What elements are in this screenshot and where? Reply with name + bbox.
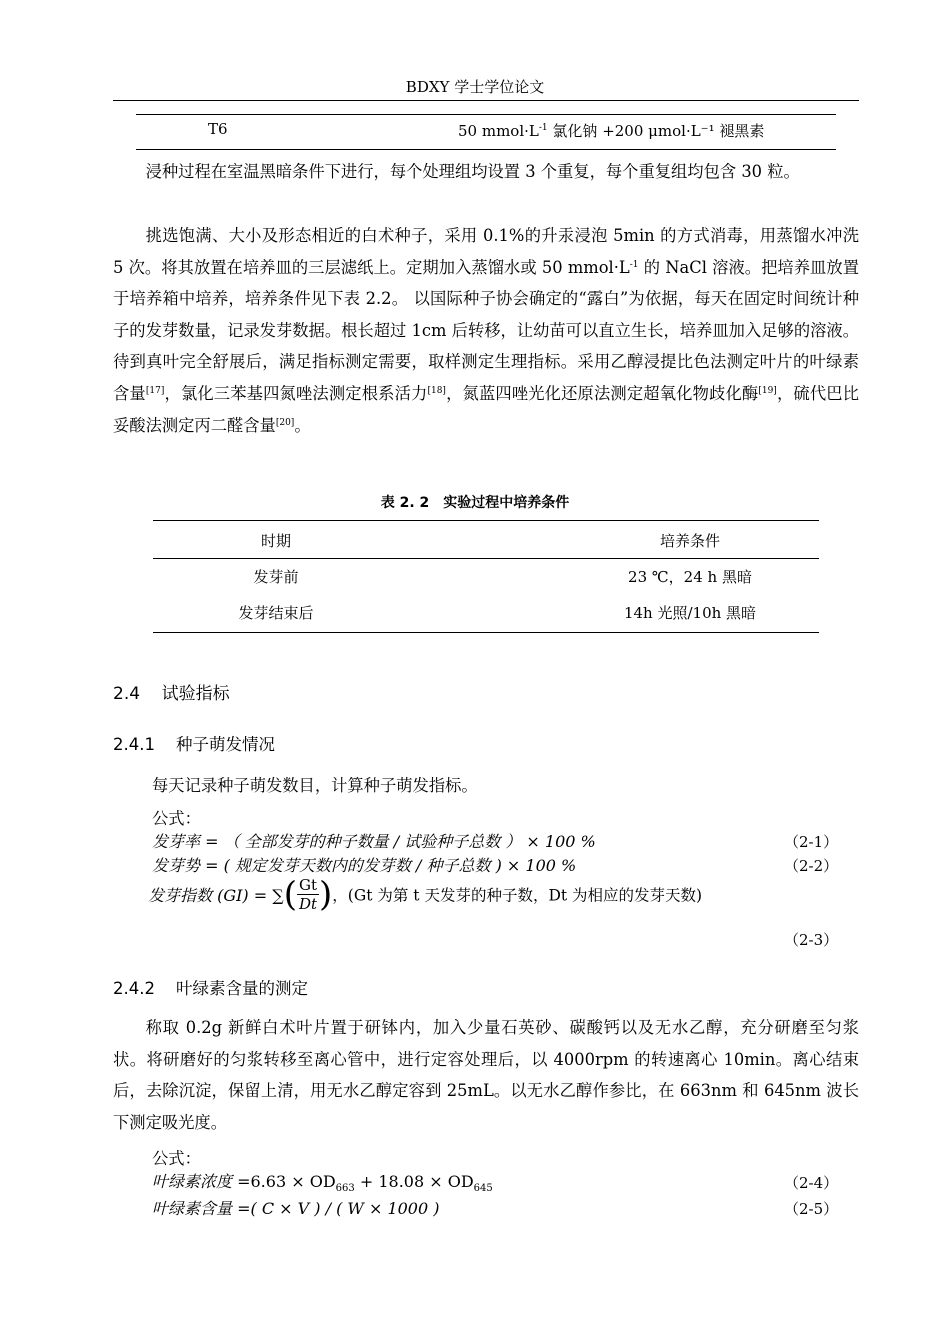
formula-germination-rate: 发芽率 = （ 全部发芽的种子数量 / 试验种子总数 ） × 100 % — [152, 832, 596, 851]
formula-label: 公式： — [152, 809, 201, 828]
subsection-heading-germination: 2.4.1 种子萌发情况 — [113, 735, 275, 754]
running-header: BDXY 学士学位论文 — [405, 78, 545, 96]
table2-rule-mid — [153, 558, 819, 559]
table1-rule-bottom — [136, 149, 836, 150]
formula-germination-index: 发芽指数 (GI) = ∑( $\frac{Gt}{Dt}$ )，(Gt 为第 t 天发芽的种子数，Dt 为相应的发芽天数) — [148, 874, 703, 915]
table2-header-period: 时期 — [260, 532, 291, 550]
table1-group-cell: T6 — [208, 120, 228, 138]
formula-label: 公式： — [152, 1149, 201, 1168]
germination-intro: 每天记录种子萌发数目，计算种子萌发指标。 — [152, 776, 478, 795]
table2-header-condition: 培养条件 — [659, 532, 720, 550]
paragraph-chlorophyll: 称取 0.2g 新鲜白术叶片置于研钵内，加入少量石英砂、碳酸钙以及无水乙醇，充分研磨至匀浆状。将研磨好的匀浆转移至离心管中，进行定容处理后，以 4000rpm 的转速离心 10min。离心结束后，去除沉淀，保留上清，用无水乙醇定容到 25mL。以无水乙醇作参比，在 663nm 和 645nm 波长下测定吸光度。 — [113, 1018, 859, 1132]
formula-chlorophyll-content: 叶绿素含量 =( C × V ) / ( W × 1000 ) — [152, 1199, 440, 1218]
equation-number: （2-5） — [784, 1200, 839, 1218]
table2-cell: 发芽结束后 — [238, 604, 314, 622]
table1-treatment-cell: 50 $mmol\cdot L^{-1}$ 氯化钠 +200 μmol·L⁻¹ 褪黑素 — [458, 122, 765, 140]
subsection-heading-chlorophyll: 2.4.2 叶绿素含量的测定 — [113, 979, 308, 998]
table2-cell: 14h 光照/10h 黑暗 — [623, 604, 757, 622]
equation-number: （2-2） — [784, 857, 839, 875]
formula-chlorophyll-concentration: 叶绿素浓度 $=6.63 \times OD_{663} + 18.08 \times OD_{645}$ — [152, 1172, 493, 1195]
table1-rule-top — [136, 114, 836, 115]
header-rule — [113, 100, 859, 101]
formula-germination-energy: 发芽势 = ( 规定发芽天数内的发芽数 / 种子总数 ) × 100 % — [152, 856, 577, 875]
equation-number: （2-3） — [784, 931, 839, 949]
paragraph-soaking: 浸种过程在室温黑暗条件下进行，每个处理组均设置 3 个重复，每个重复组均包含 30 粒。 — [145, 162, 800, 181]
table2-caption: 表 2. 2 实验过程中培养条件 — [380, 495, 570, 511]
equation-number: （2-4） — [784, 1174, 839, 1192]
table2-rule-top — [153, 520, 819, 521]
equation-number: （2-1） — [784, 833, 839, 851]
table2-cell: 发芽前 — [253, 568, 299, 586]
paragraph-method: 挑选饱满、大小及形态相近的白术种子，采用 0.1%的升汞浸泡 5min 的方式消毒，用蒸馏水冲洗 5 次。将其放置在培养皿的三层滤纸上。定期加入蒸馏水或 50 $mmol\cdot L^{-1}$ 的 NaCl 溶液。把培养皿放置于培养箱中培养，培养条件见下表 2.2。 以国际种子协会确定的“露白”为依据，每天在固定时间统计种子的发芽数量，记录发芽数据。根长超过 1cm 后转移，让幼苗可以直立生长，培养皿加入足够的溶液。待到真叶完全舒展后，满足指标测定需要，取样测定生理指标。采用乙醇浸提比色法测定叶片的叶绿素含量[17]，氯化三苯基四氮唑法测定根系活力[18]，氮蓝四唑光化还原法测定超氧化物歧化酶[19]，硫代巴比妥酸法测定丙二醛含量[20]。 — [113, 226, 859, 435]
section-heading: 2.4 试验指标 — [113, 684, 230, 704]
table2-rule-bottom — [153, 632, 819, 633]
table2-cell: 23 ℃，24 h 黑暗 — [628, 568, 752, 586]
